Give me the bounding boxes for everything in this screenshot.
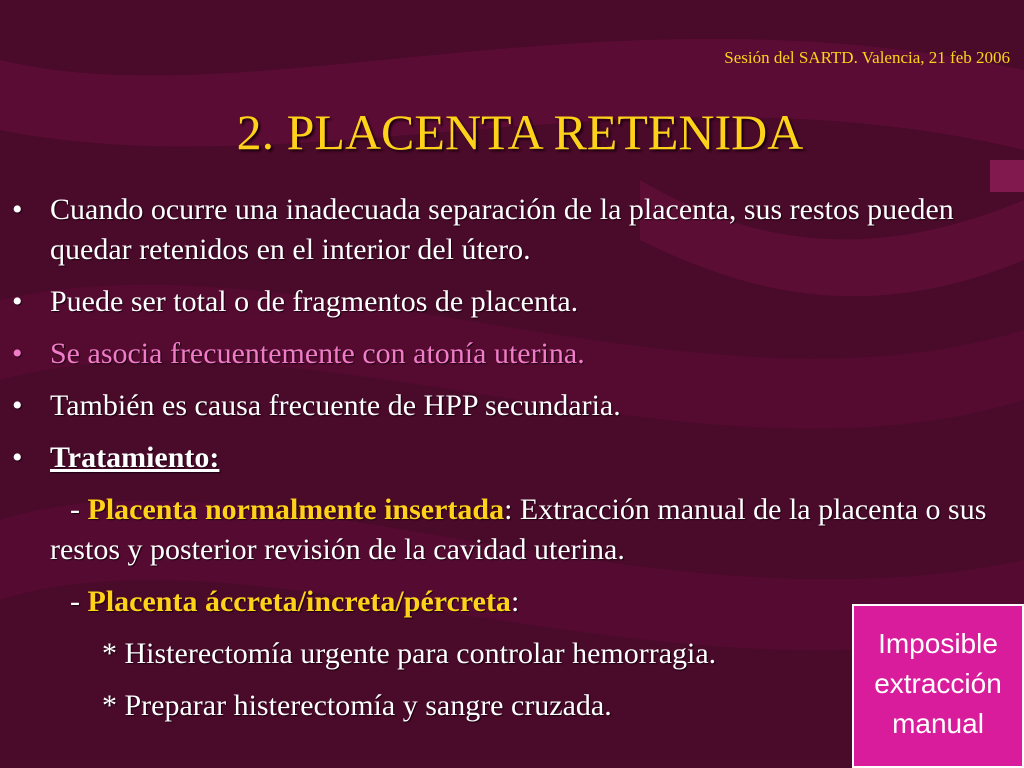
- bullet-icon: •: [12, 441, 23, 474]
- bullet-item: [0, 282, 1020, 322]
- session-header: Sesión del SARTD. Valencia, 21 feb 2006: [724, 48, 1010, 67]
- bullet-icon: •: [12, 337, 23, 370]
- bullet-text: Cuando ocurre una inadecuada separación de la placenta, sus restos pueden quedar retenidos en el interior del útero.: [50, 193, 954, 266]
- treatment-label: Placenta normalmente insertada: [87, 493, 505, 526]
- treatment-heading: Tratamiento:: [50, 441, 220, 474]
- bullet-icon: •: [12, 285, 23, 318]
- treatment-item-normal: [0, 490, 1020, 570]
- dash: -: [70, 493, 88, 526]
- dash: -: [70, 585, 88, 618]
- subitem-text: * Histerectomía urgente para controlar hemorragia.: [102, 637, 717, 670]
- callout-line: manual: [892, 708, 984, 739]
- callout-line: Imposible: [878, 628, 998, 659]
- bullet-item: [0, 190, 1020, 270]
- bullet-item: [0, 386, 1020, 426]
- bullet-text: Se asocia frecuentemente con atonía uterina.: [50, 337, 585, 370]
- treatment-text: :: [510, 585, 520, 618]
- bullet-text: También es causa frecuente de HPP secundaria.: [50, 389, 621, 422]
- treatment-text: : Extracción manual de la placenta o sus restos y posterior revisión de la cavidad uterina.: [50, 493, 987, 566]
- bullet-item-highlighted: [0, 334, 1020, 374]
- bullet-item: [0, 438, 1020, 478]
- callout-line: extracción: [874, 668, 1002, 699]
- subitem-text: * Preparar histerectomía y sangre cruzada.: [102, 689, 612, 722]
- callout-box: [852, 604, 1024, 768]
- bullet-icon: •: [12, 389, 23, 422]
- treatment-label: Placenta áccreta/increta/pércreta: [87, 585, 511, 618]
- slide-title: 2. PLACENTA RETENIDA: [236, 104, 804, 160]
- bullet-icon: •: [12, 193, 23, 226]
- bullet-text: Puede ser total o de fragmentos de placenta.: [50, 285, 579, 318]
